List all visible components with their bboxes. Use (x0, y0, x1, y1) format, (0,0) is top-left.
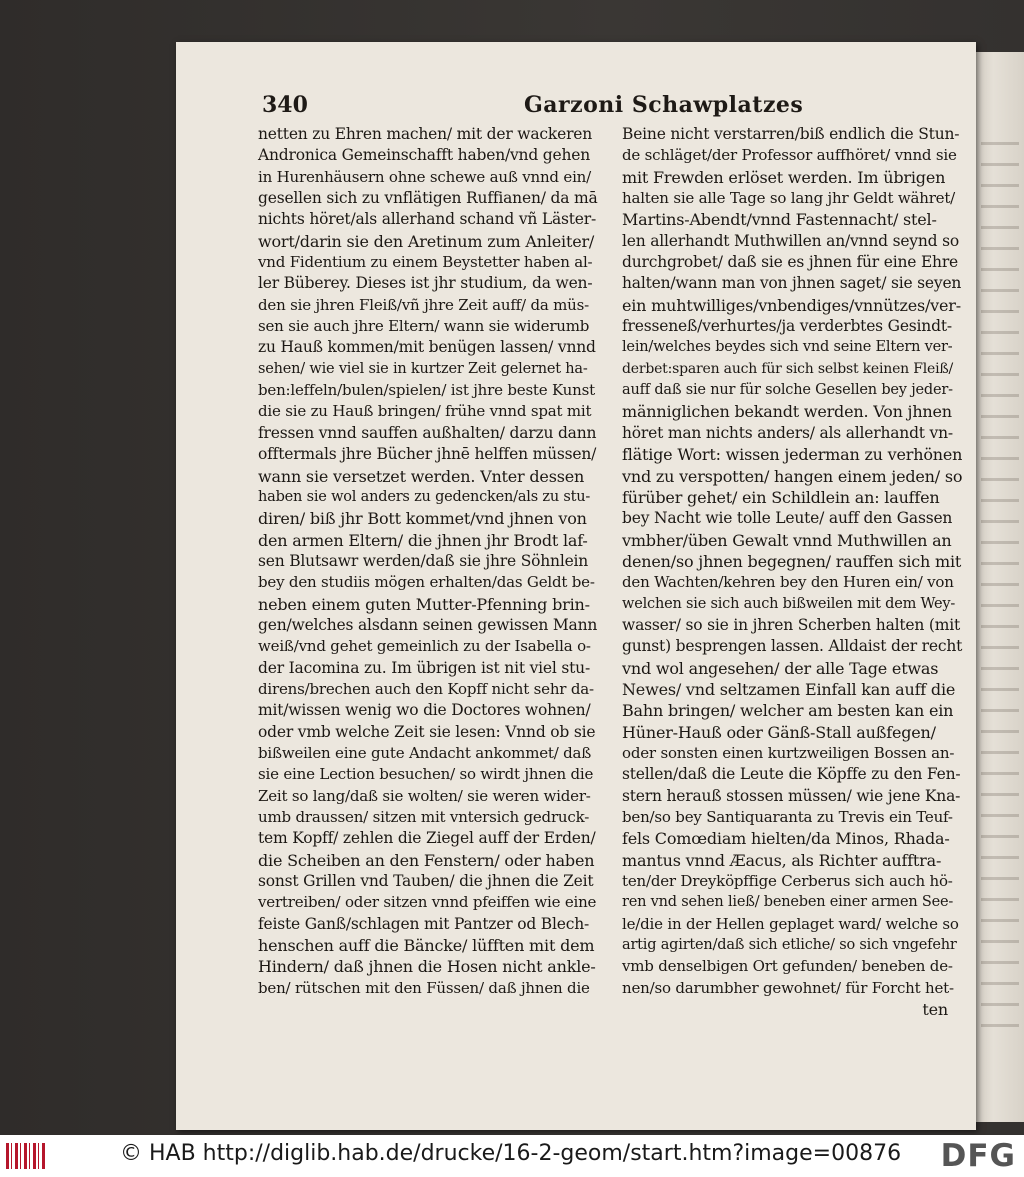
left-text-column (258, 124, 598, 999)
text-line: vmbher/üben Gewalt vnnd Muthwillen an (622, 530, 952, 550)
text-line: wann sie versetzet werden. Vnter dessen (258, 466, 585, 486)
text-line: ten/der Dreyköpffige Cerberus sich auch hö- (622, 872, 953, 891)
text-line: sen sie auch jhre Eltern/ wann sie widerumb (258, 317, 590, 336)
text-line: vnd Fidentium zu einem Beystetter haben al- (258, 253, 593, 272)
text-line: stern herauß stossen müssen/ wie jene Kna- (622, 786, 961, 805)
text-line: haben sie wol anders zu gedencken/als zu stu- (258, 488, 591, 505)
text-line: derbet:sparen auch für sich selbst keinen Fleiß/ (622, 360, 954, 377)
text-line: offtermals jhre Bücher jhnē helffen müssen/ (258, 445, 597, 464)
text-line: vmb denselbigen Ort gefunden/ beneben de- (622, 957, 953, 976)
text-line: halten/wann man von jhnen saget/ sie seyen (622, 274, 962, 293)
text-line: welchen sie sich auch bißweilen mit dem Wey- (622, 595, 956, 612)
text-line: len allerhandt Muthwillen an/vnnd seynd so (622, 231, 959, 250)
adjacent-page-edge (973, 52, 1024, 1122)
text-line: höret man nichts anders/ als allerhandt vn- (622, 423, 953, 442)
text-line: gen/welches alsdann seinen gewissen Mann (258, 615, 598, 634)
text-line: Beine nicht verstarren/biß endlich die Stun- (622, 125, 960, 143)
text-line: wasser/ so sie in jhren Scherben halten (mit (622, 615, 961, 634)
text-line: nen/so darumbher gewohnet/ für Forcht het- (622, 978, 954, 997)
text-line: neben einem guten Mutter-Pfenning brin- (258, 594, 590, 614)
text-line: Zeit so lang/daß sie wolten/ sie weren wider- (258, 786, 591, 805)
text-line: diren/ biß jhr Bott kommet/vnd jhnen von (258, 509, 587, 529)
text-line: umb draussen/ sitzen mit vntersich gedruck- (258, 808, 590, 826)
text-line: de schläget/der Professor auffhöret/ vnnd sie (622, 146, 957, 165)
text-line: mit/wissen wenig wo die Doctores wohnen/ (258, 701, 591, 720)
text-line: lein/welches beydes sich vnd seine Eltern ver- (622, 339, 953, 356)
text-line: auff daß sie nur für solche Gesellen bey jeder- (622, 382, 953, 399)
text-line: stellen/daß die Leute die Köpffe zu den Fen- (622, 765, 961, 784)
text-line: gunst) besprengen lassen. Alldaist der recht (622, 637, 963, 656)
text-line: zu Hauß kommen/mit benügen lassen/ vnnd (258, 338, 596, 357)
text-line: Bahn bringen/ welcher am besten kan ein (622, 701, 954, 721)
text-line: den Wachten/kehren bey den Huren ein/ von (622, 573, 954, 592)
text-line: ren vnd sehen ließ/ beneben einer armen See- (622, 894, 954, 911)
text-line: in Hurenhäusern ohne schewe auß vnnd ein/ (258, 167, 591, 186)
text-line: tem Kopff/ zehlen die Ziegel auff der Erden/ (258, 829, 596, 848)
text-line: Hindern/ daß jhnen die Hosen nicht ankle- (258, 957, 596, 977)
text-line: oder vmb welche Zeit sie lesen: Vnnd ob sie (258, 722, 596, 741)
text-line: fels Comœdiam hielten/da Minos, Rhada- (622, 829, 950, 849)
text-line: fressen vnnd sauffen außhalten/ darzu dann (258, 423, 597, 442)
footer-link[interactable]: © HAB http://diglib.hab.de/drucke/16-2-geom/start.htm?image=00876 (120, 1141, 902, 1166)
text-line: den armen Eltern/ die jhnen jhr Brodt laf- (258, 530, 588, 550)
text-line: flätige Wort: wissen jederman zu verhönen (622, 445, 963, 465)
text-line: fürüber gehet/ ein Schildlein an: lauffen (622, 487, 940, 507)
text-line: der Iacomina zu. Im übrigen ist nit viel stu- (258, 658, 590, 677)
footer-bar (0, 1135, 1024, 1177)
library-barcode-icon (6, 1143, 46, 1169)
text-line: ten (922, 1000, 948, 1020)
page-header (262, 92, 952, 120)
text-line: Hüner-Hauß oder Gänß-Stall außfegen/ (622, 722, 936, 742)
text-line: ler Büberey. Dieses ist jhr studium, da wen- (258, 274, 593, 293)
text-line: wort/darin sie den Aretinum zum Anleiter/ (258, 231, 595, 251)
text-line: den sie jhren Fleiß/vñ jhre Zeit auff/ da müs- (258, 295, 590, 314)
text-line: Andronica Gemeinschafft haben/vnd gehen (258, 146, 591, 165)
text-line: gesellen sich zu vnflätigen Ruffianen/ da mā (258, 189, 598, 208)
text-line: denen/so jhnen begegnen/ rauffen sich mit (622, 551, 962, 571)
text-line: männiglichen bekandt werden. Von jhnen (622, 402, 952, 422)
text-line: durchgrobet/ daß sie es jhnen für eine Ehre (622, 253, 959, 272)
text-line: sehen/ wie viel sie in kurtzer Zeit gelernet ha- (258, 360, 588, 377)
text-line: fresseneß/verhurtes/ja verderbtes Gesindt- (622, 317, 952, 336)
text-line: sonst Grillen vnd Tauben/ die jhnen die Zeit (258, 872, 594, 891)
show-through-text (981, 142, 1019, 1042)
text-line: mantus vnnd Æacus, als Richter aufftra- (622, 850, 942, 870)
text-line: ben/so bey Santiquaranta zu Trevis ein Teuf- (622, 808, 953, 826)
running-head: Garzoni Schawplatzes (524, 92, 804, 118)
text-line: henschen auff die Bäncke/ lüfften mit dem (258, 936, 595, 956)
text-line: Newes/ vnd seltzamen Einfall kan auff die (622, 679, 956, 699)
text-line: sen Blutsawr werden/daß sie jhre Söhnlein (258, 551, 589, 570)
text-line: vertreiben/ oder sitzen vnnd pfeiffen wie eine (258, 893, 597, 912)
text-line: ben/ rütschen mit den Füssen/ daß jhnen die (258, 978, 590, 997)
text-line: die sie zu Hauß bringen/ frühe vnnd spat mit (258, 402, 592, 421)
text-line: die Scheiben an den Fenstern/ oder haben (258, 850, 595, 870)
text-line: weiß/vnd gehet gemeinlich zu der Isabella o- (258, 637, 591, 656)
text-line: bey den studiis mögen erhalten/das Geldt be- (258, 573, 595, 592)
text-line: bißweilen eine gute Andacht ankommet/ daß (258, 743, 592, 762)
text-line: feiste Ganß/schlagen mit Pantzer od Blech- (258, 914, 590, 933)
text-line: vnd zu verspotten/ hangen einem jeden/ so (622, 466, 963, 486)
text-line: nichts höret/als allerhand schand vñ Läster- (258, 210, 597, 229)
text-line: vnd wol angesehen/ der alle Tage etwas (622, 658, 939, 678)
text-line: artig agirten/daß sich etliche/ so sich vngefehr (622, 937, 957, 954)
page-number: 340 (262, 92, 308, 118)
text-line: ben:leffeln/bulen/spielen/ ist jhre beste Kunst (258, 381, 595, 400)
text-line: Martins-Abendt/vnnd Fastennacht/ stel- (622, 210, 937, 230)
text-line: sie eine Lection besuchen/ so wirdt jhnen die (258, 765, 594, 784)
text-line: direns/brechen auch den Kopff nicht sehr da- (258, 679, 594, 698)
text-line: halten sie alle Tage so lang jhr Geldt währet/ (622, 189, 956, 208)
right-text-column (622, 124, 962, 1020)
text-line: bey Nacht wie tolle Leute/ auff den Gassen (622, 509, 953, 528)
dfg-logo: DFG (940, 1138, 1016, 1174)
text-line: ein muhtwilliges/vnbendiges/vnnützes/ver- (622, 295, 961, 315)
text-line: oder sonsten einen kurtzweiligen Bossen an- (622, 743, 955, 762)
footer-copyright (120, 1141, 901, 1166)
text-line: netten zu Ehren machen/ mit der wackeren (258, 125, 593, 143)
text-line: mit Frewden erlöset werden. Im übrigen (622, 167, 946, 187)
text-line: le/die in der Hellen geplaget ward/ welche so (622, 914, 959, 933)
